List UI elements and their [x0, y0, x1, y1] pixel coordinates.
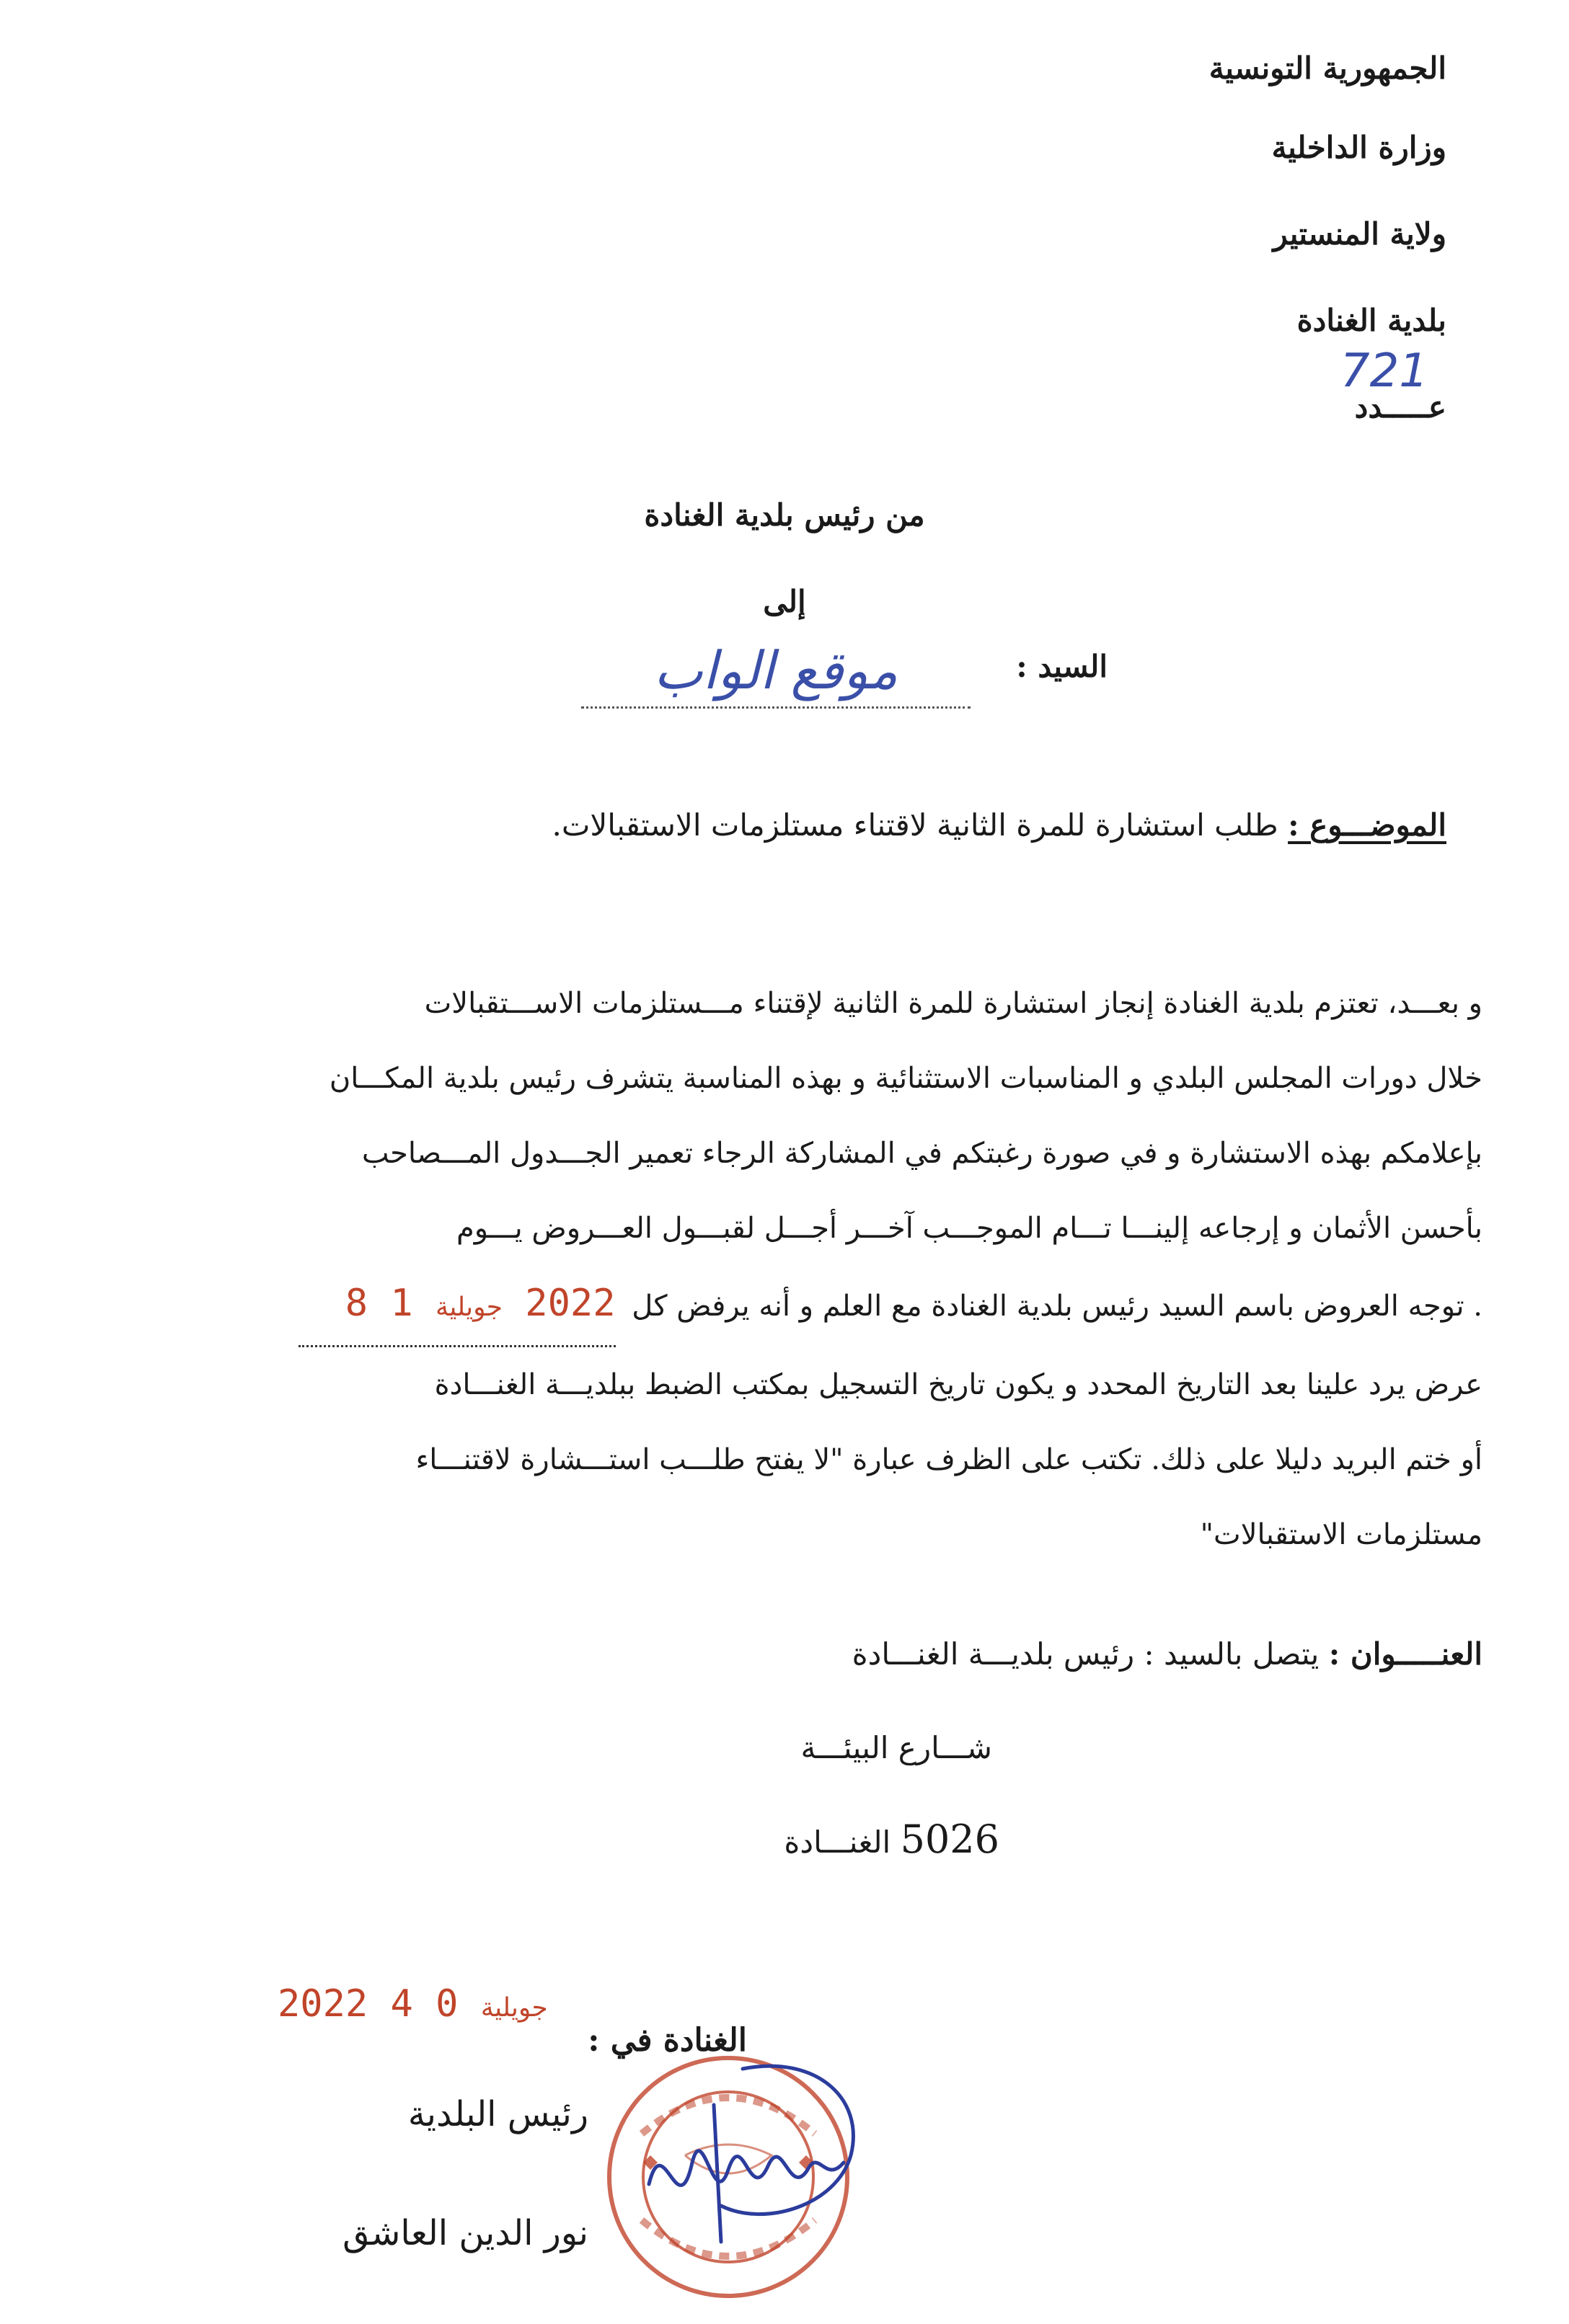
signature-stamp-month: جويلية [480, 1993, 548, 2023]
deadline-stamp-day: 1 8 [345, 1282, 413, 1325]
subject-line [552, 807, 1446, 843]
body-line-2: خلال دورات المجلس البلدي و المناسبات الاستثنائية و بهذه المناسبة يتشرف رئيس بلدية المكـــان [329, 1062, 1482, 1095]
body-paragraph [84, 966, 1482, 1572]
header-ministry: وزارة الداخلية [1271, 130, 1446, 165]
signature-date-stamp [278, 1982, 548, 2026]
address-label: العنـــــوان : [1328, 1636, 1482, 1672]
reference-number: 721 [1340, 345, 1428, 398]
address-street: شـــارع البيئـــة [800, 1730, 992, 1765]
signature-name: نور الدين العاشق [342, 2213, 588, 2253]
signature-title: رئيس البلدية [407, 2094, 588, 2134]
from-line: من رئيس بلدية الغنادة [644, 497, 925, 533]
deadline-stamp-month: جويلية [436, 1292, 503, 1322]
recipient-handwritten: موقع الواب [653, 640, 898, 701]
signature-stamp-day: 0 4 [390, 1982, 459, 2026]
recipient-line [581, 634, 971, 709]
handwritten-signature-icon [635, 2040, 872, 2256]
body-line-8: مستلزمات الاستقبالات" [1200, 1518, 1482, 1551]
address-contact: يتصل بالسيد : رئيس بلديـــة الغنـــادة [852, 1636, 1320, 1672]
recipient-label: السيد : [1016, 649, 1108, 684]
signature-stamp-year: 2022 [278, 1982, 368, 2026]
header-municipality: بلدية الغنادة [1296, 303, 1446, 338]
signature-place-date: الغنادة في : [588, 2022, 747, 2059]
body-line-4: بأحسن الأثمان و إرجاعه إلينـــا تـــام الموجـــب آخـــر أجـــل لقبـــول العـــروض يـــوم [456, 1212, 1482, 1245]
header-republic: الجمهورية التونسية [1208, 50, 1446, 86]
subject-text: طلب استشارة للمرة الثانية لاقتناء مستلزمات الاستقبالات. [552, 807, 1278, 843]
body-line-3: بإعلامكم بهذه الاستشارة و في صورة رغبتكم في المشاركة الرجاء تعمير الجـــدول المـــصاحب [361, 1137, 1482, 1170]
header-number-label: عـــــدد [1354, 389, 1446, 425]
body-line-7: أو ختم البريد دليلا على ذلك. تكتب على الظرف عبارة "لا يفتح طلـــب استـــشارة لاقتنـــاء [415, 1443, 1482, 1476]
address-line-1 [852, 1636, 1482, 1672]
header-governorate: ولاية المنستير [1273, 216, 1446, 252]
address-city: الغنـــادة [784, 1824, 891, 1860]
deadline-date-stamp [345, 1282, 616, 1325]
subject-label: الموضـــوع : [1288, 807, 1446, 843]
deadline-stamp-year: 2022 [525, 1282, 616, 1325]
body-line-5 [84, 1266, 1482, 1347]
deadline-field [299, 1266, 616, 1347]
postal-code: 5026 [900, 1817, 999, 1862]
body-line-5-tail: . توجه العروض باسم السيد رئيس بلدية الغنادة مع العلم و أنه يرفض كل [632, 1290, 1482, 1323]
body-line-1: و بعـــد، تعتزم بلدية الغنادة إنجاز استشارة للمرة الثانية لإقتناء مـــستلزمات الاســـتقبالات [424, 987, 1482, 1020]
to-line: إلى [763, 584, 806, 619]
body-line-6: عرض يرد علينا بعد التاريخ المحدد و يكون تاريخ التسجيل بمكتب الضبط ببلديـــة الغنـــادة [434, 1368, 1482, 1401]
address-city-line [784, 1817, 999, 1862]
